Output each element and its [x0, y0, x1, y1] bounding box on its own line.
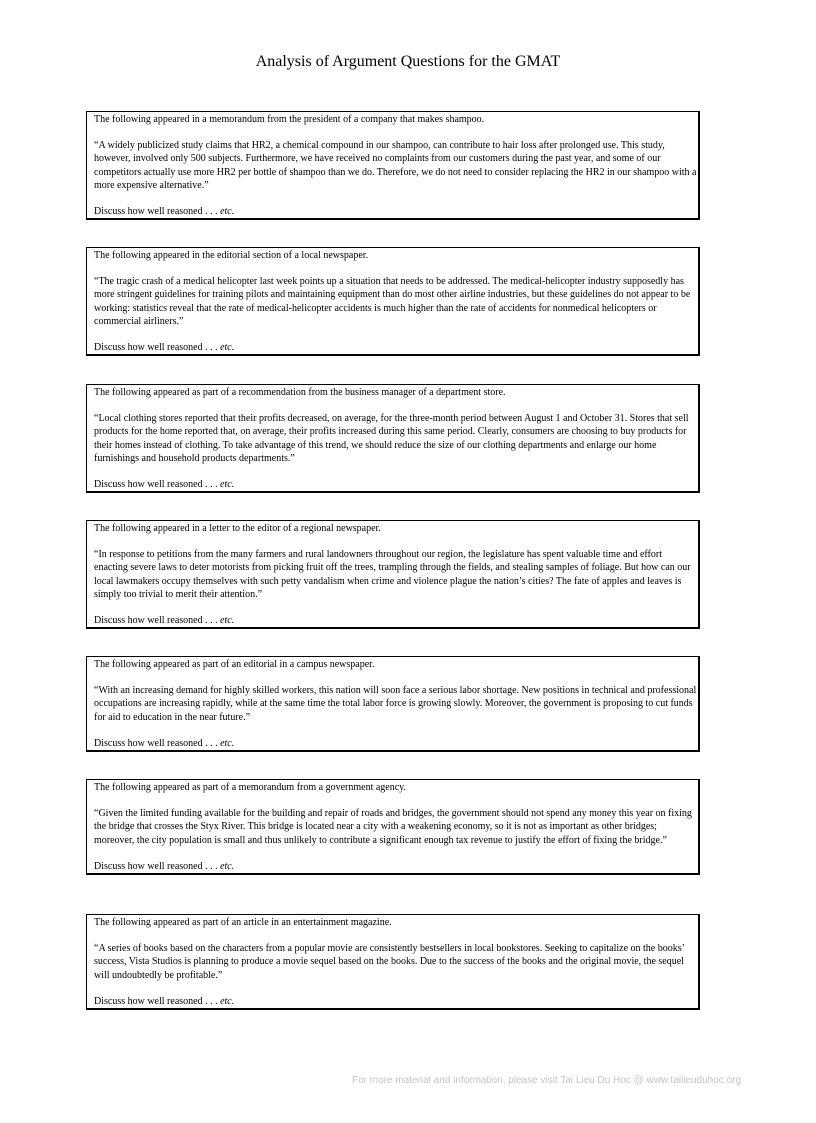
- question-intro: The following appeared in a memorandum from the president of a company that makes shampoo.: [94, 114, 485, 125]
- question-argument: “In response to petitions from the many farmers and rural landowners throughout our region, the legislature has spent valuable time and effort enacting severe laws to deter motorists from picking fruit off the trees, trampling through the fields, and stealing samples of foliage. But how can our local lawmakers occupy themselves with such petty vandalism when crime and violence plague the nation’s cities? The fate of apples and leaves is simply too trivial to merit their attention.”: [94, 549, 691, 600]
- discuss-etc: etc.: [220, 995, 235, 1007]
- discuss-etc: etc.: [220, 615, 235, 627]
- discuss-prompt: [94, 478, 698, 491]
- discuss-etc: etc.: [220, 479, 235, 491]
- discuss-prefix: Discuss how well reasoned . . .: [94, 737, 221, 749]
- discuss-prompt: [94, 737, 698, 750]
- discuss-etc: etc.: [220, 342, 235, 354]
- discuss-prefix: Discuss how well reasoned . . .: [94, 479, 221, 491]
- discuss-prefix: Discuss how well reasoned . . .: [94, 995, 221, 1007]
- question-intro: The following appeared as part of a memorandum from a government agency.: [94, 782, 407, 793]
- discuss-prefix: Discuss how well reasoned . . .: [94, 342, 221, 354]
- question-argument: “Given the limited funding available for the building and repair of roads and bridges, the government should not spend any money this year on fixing the bridge that crosses the Styx River. This bridge is located near a city with a weakening economy, so it is not as important as other bridges; moreover, the city population is small and thus unlikely to contribute a significant enough tax revenue to justify the effort of fixing the bridge.”: [94, 808, 692, 846]
- question-intro: The following appeared in a letter to the editor of a regional newspaper.: [94, 523, 381, 534]
- question-box-2: [86, 247, 700, 356]
- question-argument: “The tragic crash of a medical helicopter last week points up a situation that needs to be addressed. The medical-helicopter industry supposedly has more stringent guidelines for training pilots and maintaining equipment than do most other airline industries, but these guidelines do not appear to be working: statistics reveal that the rate of medical-helicopter accidents is much higher than the rate of accidents for nonmedical helicopters or commercial airliners.”: [94, 276, 691, 327]
- question-box-3: [86, 384, 700, 493]
- question-box-1: [86, 111, 700, 220]
- discuss-etc: etc.: [220, 860, 235, 872]
- question-box-6: [86, 779, 700, 875]
- question-argument: “With an increasing demand for highly skilled workers, this nation will soon face a serious labor shortage. New positions in technical and professional occupations are increasing rapidly, while at the same time the total labor force is growing slowly. Moreover, the government is proposing to cut funds for aid to education in the near future.”: [94, 685, 697, 723]
- page-title: Analysis of Argument Questions for the GMAT: [255, 53, 561, 70]
- question-box-5: [86, 656, 700, 752]
- discuss-prompt: [94, 614, 698, 627]
- discuss-prefix: Discuss how well reasoned . . .: [94, 206, 221, 218]
- question-box-7: [86, 914, 700, 1010]
- discuss-prompt: [94, 860, 698, 873]
- discuss-etc: etc.: [220, 206, 235, 218]
- question-argument: “A series of books based on the characters from a popular movie are consistently bestsellers in local bookstores. Seeking to capitalize on the books’ success, Vista Studios is planning to produce a movie sequel based on the books. Due to the success of the books and the original movie, the sequel will undoubtedly be profitable.”: [94, 943, 685, 981]
- question-intro: The following appeared as part of an article in an entertainment magazine.: [94, 917, 392, 928]
- discuss-prefix: Discuss how well reasoned . . .: [94, 860, 221, 872]
- question-intro: The following appeared in the editorial section of a local newspaper.: [94, 250, 369, 261]
- discuss-prompt: [94, 995, 698, 1008]
- footer-watermark: For more material and information, please visit Tai Lieu Du Hoc @ www.tailieuduhoc.org: [352, 1075, 742, 1086]
- question-intro: The following appeared as part of an editorial in a campus newspaper.: [94, 659, 375, 670]
- question-box-4: [86, 520, 700, 629]
- discuss-prompt: [94, 341, 698, 354]
- discuss-etc: etc.: [220, 737, 235, 749]
- discuss-prefix: Discuss how well reasoned . . .: [94, 615, 221, 627]
- discuss-prompt: [94, 205, 698, 218]
- question-argument: “Local clothing stores reported that their profits decreased, on average, for the three-month period between August 1 and October 31. Stores that sell products for the home reported that, on average, their profits increased during this same period. Clearly, consumers are choosing to buy products for their homes instead of clothing. To take advantage of this trend, we should reduce the size of our clothing departments and enlarge our home furnishings and household products departments.”: [94, 413, 689, 464]
- question-intro: The following appeared as part of a recommendation from the business manager of a department store.: [94, 387, 506, 398]
- question-argument: “A widely publicized study claims that HR2, a chemical compound in our shampoo, can contribute to hair loss after prolonged use. This study, however, involved only 500 subjects. Furthermore, we have received no complaints from our customers during the past year, and some of our competitors actually use more HR2 per bottle of shampoo than we do. Therefore, we do not need to consider replacing the HR2 in our shampoo with a more expensive alternative.”: [94, 140, 697, 191]
